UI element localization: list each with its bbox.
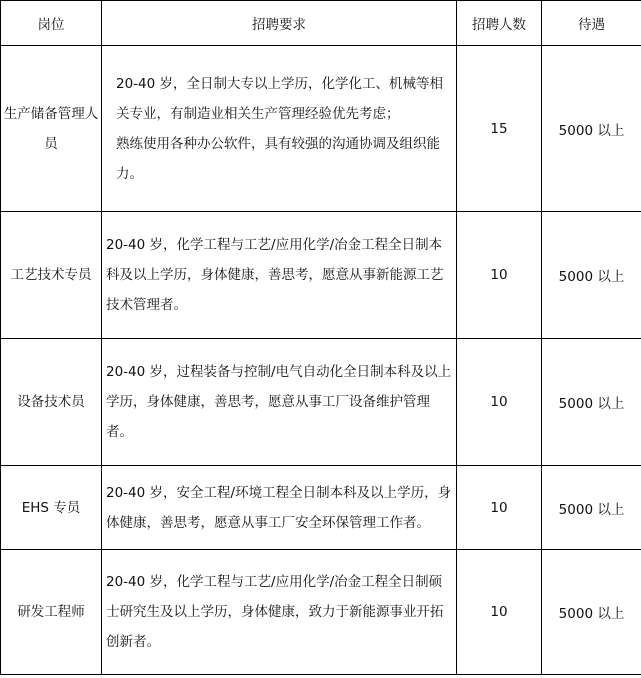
- header-position: 岗位: [1, 1, 102, 46]
- position-label: 生产储备管理人员: [3, 105, 99, 152]
- position-cell: [1, 212, 102, 339]
- table-row: [1, 339, 641, 466]
- position-label: 设备技术员: [17, 394, 85, 410]
- pay-cell: 5000 以上: [542, 46, 641, 212]
- position-label: 研发工程师: [17, 604, 85, 620]
- requirements-cell: [102, 212, 457, 339]
- table-row: [1, 550, 641, 675]
- requirements-cell: [102, 339, 457, 466]
- requirements-text: 20-40 岁，安全工程/环境工程全日制本科及以上学历，身体健康，善思考，愿意从事工厂安全环保管理工作者。: [106, 484, 452, 531]
- pay-cell: 5000 以上: [542, 212, 641, 339]
- count-cell: 15: [457, 46, 542, 212]
- table-row: [1, 466, 641, 550]
- pay-cell: 5000 以上: [542, 550, 641, 675]
- count-cell: 10: [457, 466, 542, 550]
- header-pay: 待遇: [542, 1, 641, 46]
- requirements-text: 20-40 岁，全日制大专以上学历，化学化工、机械等相关专业，有制造业相关生产管理经验优先考虑；: [116, 75, 444, 122]
- header-count: 招聘人数: [457, 1, 542, 46]
- count-cell: 10: [457, 339, 542, 466]
- requirements-cell: [102, 550, 457, 675]
- pay-cell: 5000 以上: [542, 466, 641, 550]
- position-cell: [1, 550, 102, 675]
- requirements-cell: [102, 466, 457, 550]
- requirements-text: 熟练使用各种办公软件，具有较强的沟通协调及组织能力。: [116, 135, 440, 182]
- position-cell: [1, 339, 102, 466]
- count-cell: 10: [457, 550, 542, 675]
- position-cell: [1, 46, 102, 212]
- requirements-text: 20-40 岁，化学工程与工艺/应用化学/冶金工程全日制本科及以上学历，身体健康，善思考，愿意从事新能源工艺技术管理者。: [106, 237, 444, 313]
- count-cell: 10: [457, 212, 542, 339]
- position-label: 工艺技术专员: [10, 267, 92, 283]
- requirements-text: 20-40 岁，过程装备与控制/电气自动化全日制本科及以上学历，身体健康，善思考，愿意从事工厂设备维护管理者。: [106, 364, 452, 440]
- position-label: EHS 专员: [21, 499, 81, 516]
- table-row: [1, 46, 641, 212]
- pay-cell: 5000 以上: [542, 339, 641, 466]
- requirements-text: 20-40 岁，化学工程与工艺/应用化学/冶金工程全日制硕士研究生及以上学历，身体健康，致力于新能源事业开拓创新者。: [106, 574, 444, 650]
- requirements-cell: [102, 46, 457, 212]
- table-row: [1, 212, 641, 339]
- position-cell: [1, 466, 102, 550]
- header-requirements: 招聘要求: [102, 1, 457, 46]
- table-header-row: [1, 1, 641, 46]
